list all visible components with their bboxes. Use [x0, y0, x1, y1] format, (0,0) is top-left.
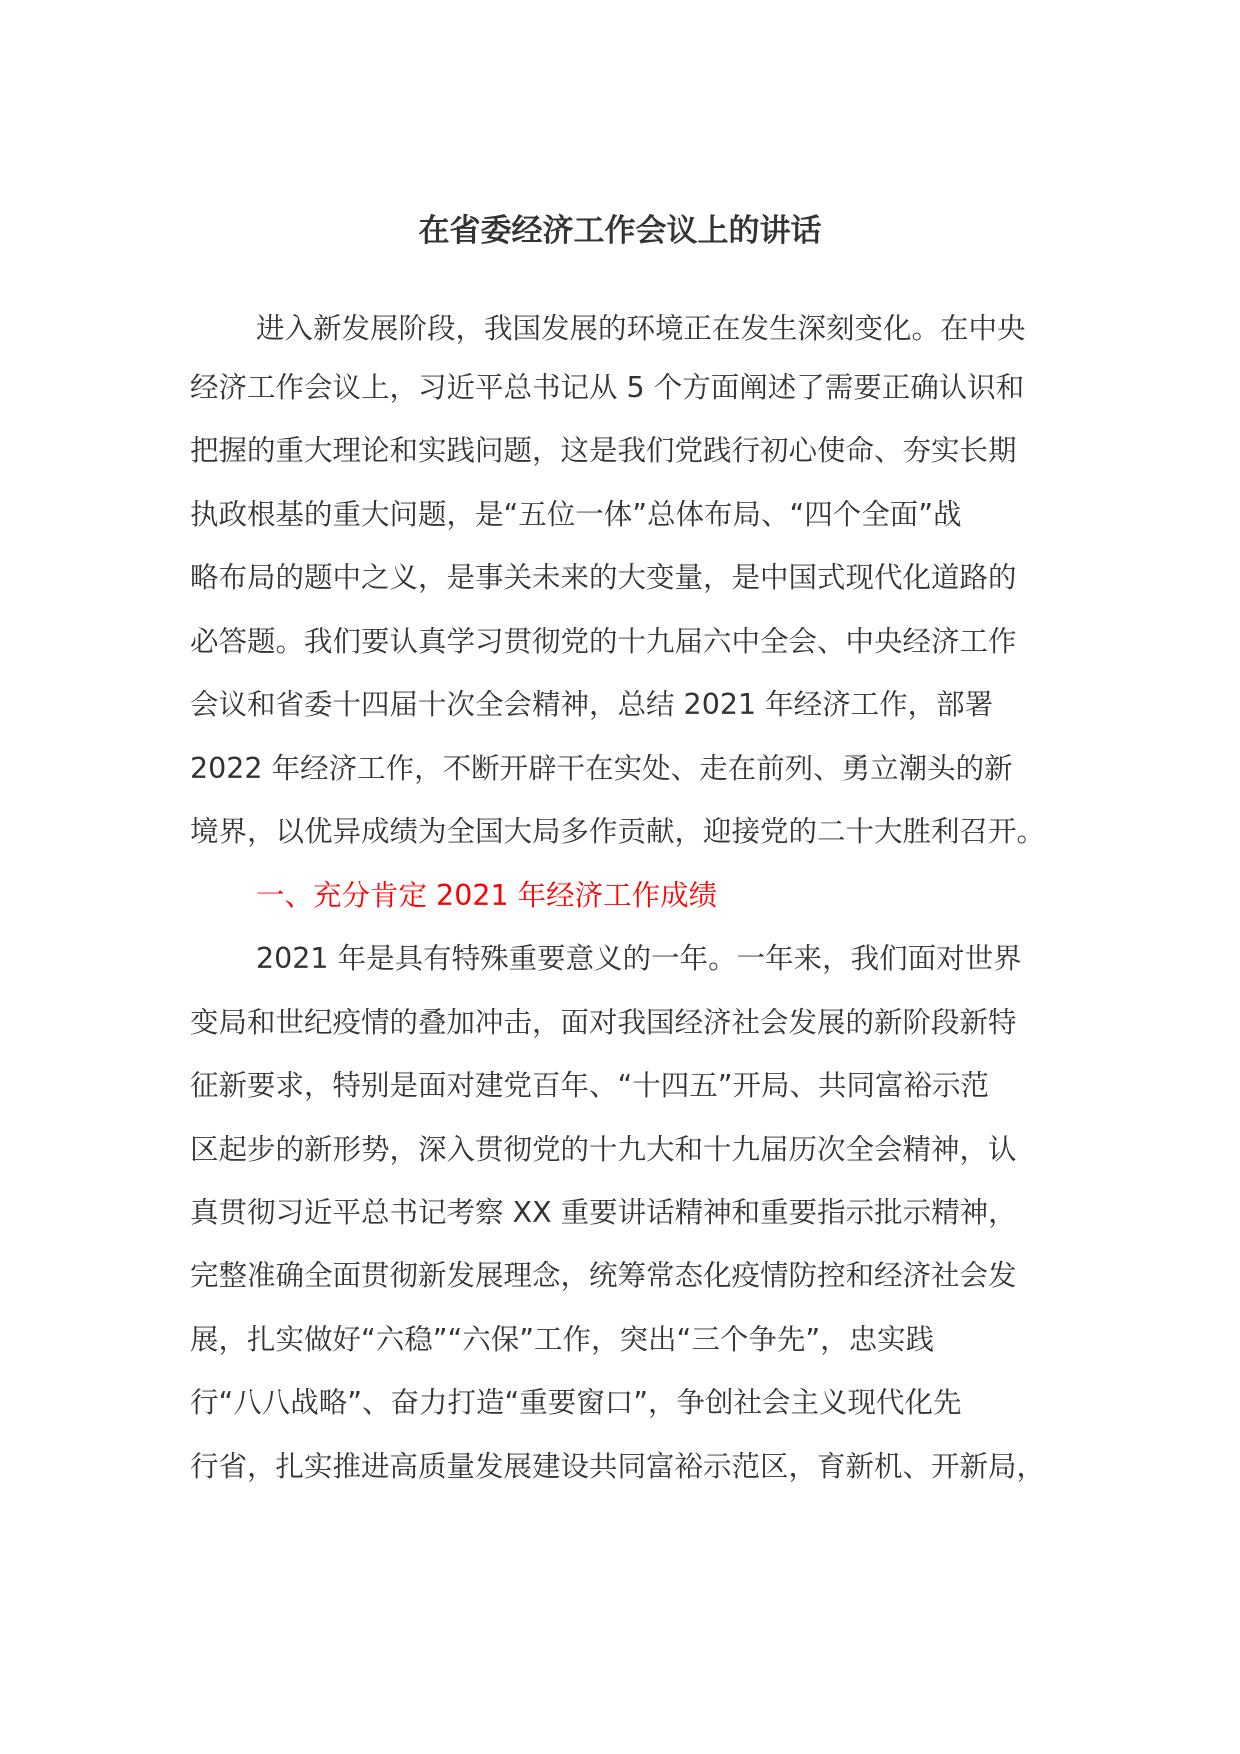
- paragraph-1-line-4: 执政根基的重大问题，是“五位一体”总体布局、“四个全面”战: [190, 498, 962, 531]
- paragraph-2-line-1: 2021 年是具有特殊重要意义的一年。一年来，我们面对世界: [256, 942, 1022, 975]
- paragraph-1-line-8: 2022 年经济工作，不断开辟干在实处、走在前列、勇立潮头的新: [190, 752, 1013, 785]
- paragraph-1-line-1: 进入新发展阶段，我国发展的环境正在发生深刻变化。在中央: [256, 312, 1026, 345]
- paragraph-2-line-3: 征新要求，特别是面对建党百年、“十四五”开局、共同富裕示范: [190, 1069, 990, 1102]
- paragraph-2-line-8: 行“八八战略”、奋力打造“重要窗口”，争创社会主义现代化先: [190, 1386, 962, 1419]
- section-heading-1: 一、充分肯定 2021 年经济工作成绩: [256, 879, 718, 912]
- paragraph-2-line-5: 真贯彻习近平总书记考察 XX 重要讲话精神和重要指示批示精神，: [190, 1196, 1017, 1229]
- paragraph-1-line-7: 会议和省委十四届十次全会精神，总结 2021 年经济工作，部署: [190, 688, 994, 721]
- paragraph-1-line-2: 经济工作会议上，习近平总书记从 5 个方面阐述了需要正确认识和: [190, 371, 1025, 404]
- paragraph-2-line-6: 完整准确全面贯彻新发展理念，统筹常态化疫情防控和经济社会发: [190, 1259, 1017, 1292]
- paragraph-2-line-2: 变局和世纪疫情的叠加冲击，面对我国经济社会发展的新阶段新特: [190, 1006, 1017, 1039]
- paragraph-1-line-6: 必答题。我们要认真学习贯彻党的十九届六中全会、中央经济工作: [190, 625, 1017, 658]
- paragraph-2-line-4: 区起步的新形势，深入贯彻党的十九大和十九届历次全会精神，认: [190, 1133, 1017, 1166]
- paragraph-1-line-9: 境界，以优异成绩为全国大局多作贡献，迎接党的二十大胜利召开。: [190, 815, 1046, 848]
- document-title: 在省委经济工作会议上的讲话: [418, 213, 822, 249]
- paragraph-1-line-3: 把握的重大理论和实践问题，这是我们党践行初心使命、夯实长期: [190, 434, 1017, 467]
- paragraph-1-line-5: 略布局的题中之义，是事关未来的大变量，是中国式现代化道路的: [190, 561, 1017, 594]
- paragraph-2-line-7: 展，扎实做好“六稳”“六保”工作，突出“三个争先”，忠实践: [190, 1323, 935, 1356]
- paragraph-2-line-9: 行省，扎实推进高质量发展建设共同富裕示范区，育新机、开新局，: [190, 1450, 1046, 1483]
